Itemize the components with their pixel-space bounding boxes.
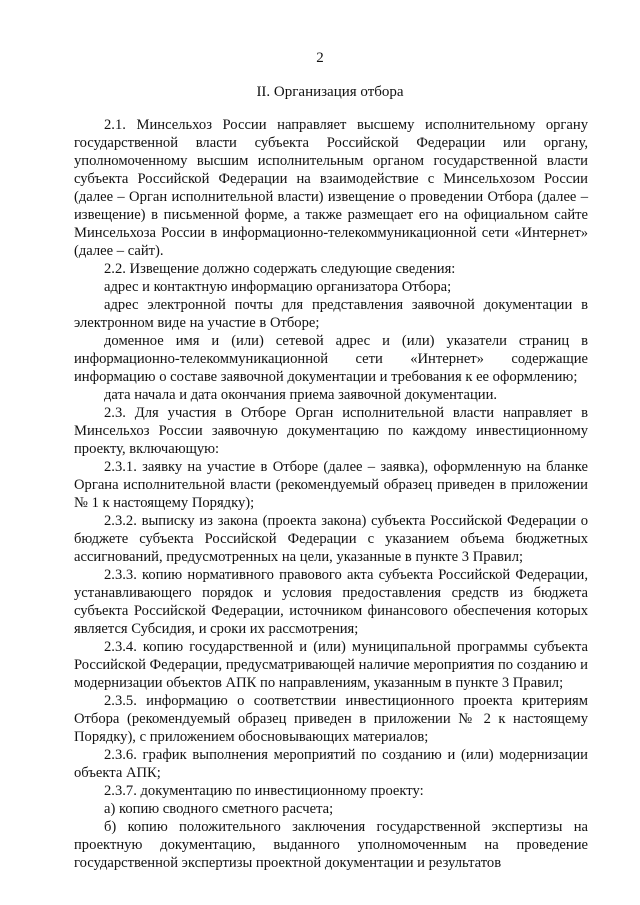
- section-title: II. Организация отбора: [256, 84, 404, 100]
- list-item: дата начала и дата окончания приема заявочной документации.: [104, 387, 498, 403]
- list-item: адрес и контактную информацию организатора Отбора;: [104, 279, 452, 295]
- paragraph-2-3: 2.3. Для участия в Отборе Орган исполнительной власти направляет в Минсельхоз России заявочную документацию по каждому инвестиционному проекту, включающую:: [74, 405, 588, 457]
- page-number: 2: [316, 50, 324, 66]
- paragraph-2-3-5: 2.3.5. информацию о соответствии инвестиционного проекта критериям Отбора (рекомендуемый образец приведен в приложении № 2 к настоящему Порядку), с приложением обосновывающих материалов;: [74, 693, 588, 745]
- sub-item-a: а) копию сводного сметного расчета;: [104, 801, 334, 817]
- sub-item-b: б) копию положительного заключения государственной экспертизы на проектную документацию, выданного уполномоченным на проведение государственной экспертизы проектной документации и результатов: [74, 819, 588, 871]
- paragraph-2-2: 2.2. Извещение должно содержать следующие сведения:: [104, 261, 456, 277]
- paragraph-2-3-2: 2.3.2. выписку из закона (проекта закона) субъекта Российской Федерации о бюджете субъекта Российской Федерации с указанием объема бюджетных ассигнований, предусмотренных на цели, указанные в пункте 3 Правил;: [74, 513, 588, 565]
- document-body: [74, 116, 588, 872]
- paragraph-2-3-6: 2.3.6. график выполнения мероприятий по созданию и (или) модернизации объекта АПК;: [74, 747, 588, 781]
- list-item: доменное имя и (или) сетевой адрес и (или) указатели страниц в информационно-телекоммуникационной сети «Интернет» содержащие информацию о составе заявочной документации и требования к ее оформлению;: [74, 333, 588, 385]
- paragraph-2-3-4: 2.3.4. копию государственной и (или) муниципальной программы субъекта Российской Федерации, предусматривающей наличие мероприятия по созданию и модернизации объектов АПК по направлениям, указанным в пункте 3 Правил;: [74, 639, 588, 691]
- list-item: адрес электронной почты для представления заявочной документации в электронном виде на участие в Отборе;: [74, 297, 588, 331]
- paragraph-2-3-3: 2.3.3. копию нормативного правового акта субъекта Российской Федерации, устанавливающего порядок и условия предоставления средств из бюджета субъекта Российской Федерации, источником финансового обеспечения которых является Субсидия, и сроки их рассмотрения;: [74, 567, 588, 637]
- paragraph-2-3-7: 2.3.7. документацию по инвестиционному проекту:: [104, 783, 424, 799]
- paragraph-2-3-1: 2.3.1. заявку на участие в Отборе (далее – заявка), оформленную на бланке Органа исполнительной власти (рекомендуемый образец приведен в приложении № 1 к настоящему Порядку);: [74, 459, 588, 511]
- paragraph-2-1: 2.1. Минсельхоз России направляет высшему исполнительному органу государственной власти субъекта Российской Федерации или органу, уполномоченному высшим исполнительным органом государственной власти субъекта Российской Федерации на взаимодействие с Минсельхозом России (далее – Орган исполнительной власти) извещение о проведении Отбора (далее – извещение) в письменной форме, а также размещает его на официальном сайте Минсельхоза России в информационно-телекоммуникационной сети «Интернет» (далее – сайт).: [74, 117, 588, 259]
